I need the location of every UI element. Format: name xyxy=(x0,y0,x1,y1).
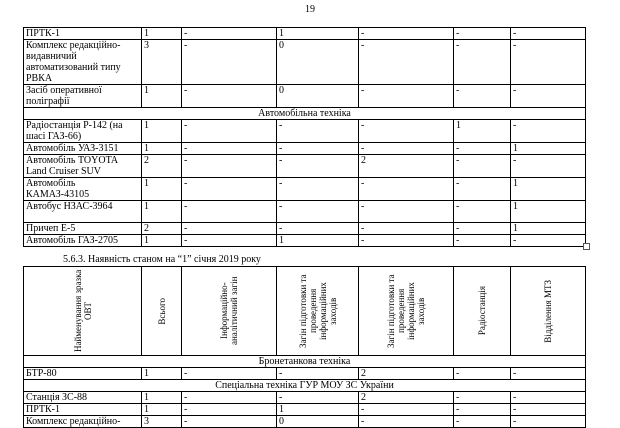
column-header xyxy=(454,267,511,356)
quantity-cell: - xyxy=(182,143,277,155)
quantity-cell: - xyxy=(182,201,277,223)
quantity-cell: - xyxy=(277,178,359,201)
quantity-cell: - xyxy=(182,404,277,416)
equipment-name-cell: Станція ЗС-88 xyxy=(24,392,142,404)
quantity-cell: - xyxy=(454,223,511,235)
quantity-cell: - xyxy=(511,416,586,428)
column-header xyxy=(511,267,586,356)
column-header-text: Відділення МТЗ xyxy=(543,279,553,343)
column-header-text: Радіостанція xyxy=(477,286,487,336)
quantity-cell: - xyxy=(454,201,511,223)
quantity-cell: - xyxy=(359,28,454,40)
quantity-cell: 2 xyxy=(359,155,454,178)
equipment-name-cell: Комплекс редакційно- xyxy=(24,416,142,428)
quantity-cell: - xyxy=(182,368,277,380)
equipment-name-cell: Автомобіль ГАЗ-2705 xyxy=(24,235,142,247)
table-row xyxy=(24,120,586,143)
quantity-cell: 1 xyxy=(142,85,182,108)
quantity-cell: 3 xyxy=(142,40,182,85)
quantity-cell: - xyxy=(277,143,359,155)
quantity-cell: 1 xyxy=(142,178,182,201)
quantity-cell: 1 xyxy=(511,223,586,235)
quantity-cell: - xyxy=(182,85,277,108)
table-row xyxy=(24,235,586,247)
quantity-cell: - xyxy=(359,143,454,155)
quantity-cell: - xyxy=(277,201,359,223)
quantity-cell: 1 xyxy=(277,404,359,416)
quantity-cell: - xyxy=(454,85,511,108)
equipment-name-cell: ПРТК-1 xyxy=(24,28,142,40)
quantity-cell: 1 xyxy=(142,235,182,247)
quantity-cell: - xyxy=(454,392,511,404)
quantity-cell: - xyxy=(359,235,454,247)
quantity-cell: 1 xyxy=(511,201,586,223)
column-header xyxy=(182,267,277,356)
column-header xyxy=(142,267,182,356)
quantity-cell: - xyxy=(277,392,359,404)
quantity-cell: 1 xyxy=(454,120,511,143)
header-row xyxy=(24,267,586,356)
quantity-cell: - xyxy=(454,143,511,155)
quantity-cell: - xyxy=(454,404,511,416)
table-row xyxy=(24,201,586,223)
column-header xyxy=(277,267,359,356)
quantity-cell: 1 xyxy=(142,143,182,155)
table-row xyxy=(24,155,586,178)
quantity-cell: 2 xyxy=(142,155,182,178)
quantity-cell: - xyxy=(454,416,511,428)
equipment-name-cell: БТР-80 xyxy=(24,368,142,380)
equipment-name-cell: Засіб оперативної поліграфії xyxy=(24,85,142,108)
quantity-cell: 1 xyxy=(142,120,182,143)
quantity-cell: - xyxy=(359,120,454,143)
quantity-cell: - xyxy=(182,178,277,201)
quantity-cell: - xyxy=(182,28,277,40)
equipment-name-cell: Автомобіль КАМАЗ-43105 xyxy=(24,178,142,201)
column-header-text: Загін підготовки та проведення інформаційних заходів xyxy=(297,274,338,348)
quantity-cell: 1 xyxy=(142,201,182,223)
table-row xyxy=(24,85,586,108)
quantity-cell: - xyxy=(511,392,586,404)
spellcheck-underline: Land xyxy=(26,166,47,177)
quantity-cell: 2 xyxy=(359,368,454,380)
quantity-cell: - xyxy=(182,223,277,235)
quantity-cell: - xyxy=(182,155,277,178)
quantity-cell: - xyxy=(454,155,511,178)
quantity-cell: - xyxy=(511,120,586,143)
table-row xyxy=(24,40,586,85)
quantity-cell: - xyxy=(454,28,511,40)
equipment-name-cell: Комплекс редакційно-видавничий автоматизований типу РВКА xyxy=(24,40,142,85)
quantity-cell: - xyxy=(277,155,359,178)
quantity-cell: 1 xyxy=(142,28,182,40)
quantity-cell: - xyxy=(511,235,586,247)
table-resize-handle[interactable] xyxy=(583,243,590,250)
column-header-text: Інформаційно-аналітичний загін xyxy=(219,276,239,346)
quantity-cell: 1 xyxy=(511,178,586,201)
quantity-cell: 1 xyxy=(142,392,182,404)
section-label: Автомобільна техніка xyxy=(24,108,586,120)
quantity-cell: - xyxy=(454,178,511,201)
quantity-cell: 0 xyxy=(277,40,359,85)
quantity-cell: 2 xyxy=(142,223,182,235)
section-label: Спеціальна техніка ГУР МОУ ЗС України xyxy=(24,380,586,392)
table-row xyxy=(24,143,586,155)
table-row xyxy=(24,178,586,201)
equipment-name-cell: Радіостанція Р-142 (на шасі ГАЗ-66) xyxy=(24,120,142,143)
equipment-name-cell: Автомобіль TOYOTA Land Cruiser SUV xyxy=(24,155,142,178)
quantity-cell: - xyxy=(359,85,454,108)
equipment-name-cell: Причеп Е-5 xyxy=(24,223,142,235)
quantity-cell: 1 xyxy=(142,368,182,380)
section-row xyxy=(24,380,586,392)
column-header xyxy=(24,267,142,356)
section-row xyxy=(24,108,586,120)
column-header xyxy=(359,267,454,356)
quantity-cell: 2 xyxy=(359,392,454,404)
table-row xyxy=(24,404,586,416)
quantity-cell: 0 xyxy=(277,85,359,108)
quantity-cell: 0 xyxy=(277,416,359,428)
section-label: Бронетанкова техніка xyxy=(24,356,586,368)
quantity-cell: - xyxy=(277,368,359,380)
quantity-cell: 1 xyxy=(142,404,182,416)
quantity-cell: - xyxy=(277,120,359,143)
table-row xyxy=(24,368,586,380)
quantity-cell: 1 xyxy=(277,28,359,40)
equipment-table-top xyxy=(23,27,586,247)
equipment-name-cell: ПРТК-1 xyxy=(24,404,142,416)
table-row xyxy=(24,392,586,404)
table-row xyxy=(24,28,586,40)
quantity-cell: - xyxy=(511,155,586,178)
quantity-cell: - xyxy=(182,40,277,85)
page-number: 19 xyxy=(305,4,315,15)
quantity-cell: - xyxy=(454,235,511,247)
equipment-name-cell: Автомобіль УАЗ-3151 xyxy=(24,143,142,155)
equipment-table-bottom xyxy=(23,266,586,428)
quantity-cell: - xyxy=(359,201,454,223)
section-caption: 5.6.3. Наявність станом на “1” січня 2019 року xyxy=(63,254,261,265)
quantity-cell: - xyxy=(511,404,586,416)
quantity-cell: - xyxy=(359,416,454,428)
equipment-name-cell: Автобус НЗАС-3964 xyxy=(24,201,142,223)
section-row xyxy=(24,356,586,368)
quantity-cell: - xyxy=(454,368,511,380)
quantity-cell: - xyxy=(511,28,586,40)
column-header-text: Найменування зразка ОВТ xyxy=(72,269,93,353)
quantity-cell: - xyxy=(182,416,277,428)
quantity-cell: 1 xyxy=(277,235,359,247)
quantity-cell: - xyxy=(277,223,359,235)
quantity-cell: - xyxy=(511,40,586,85)
quantity-cell: - xyxy=(182,120,277,143)
quantity-cell: - xyxy=(359,404,454,416)
quantity-cell: - xyxy=(511,368,586,380)
quantity-cell: - xyxy=(182,392,277,404)
quantity-cell: 3 xyxy=(142,416,182,428)
table-row xyxy=(24,223,586,235)
column-header-text: Всього xyxy=(156,297,167,325)
quantity-cell: - xyxy=(454,40,511,85)
quantity-cell: - xyxy=(511,85,586,108)
quantity-cell: - xyxy=(359,178,454,201)
column-header-text: Загін підготовки та проведення інформаційних заходів xyxy=(386,274,426,348)
quantity-cell: - xyxy=(359,40,454,85)
quantity-cell: - xyxy=(359,223,454,235)
quantity-cell: - xyxy=(182,235,277,247)
quantity-cell: 1 xyxy=(511,143,586,155)
